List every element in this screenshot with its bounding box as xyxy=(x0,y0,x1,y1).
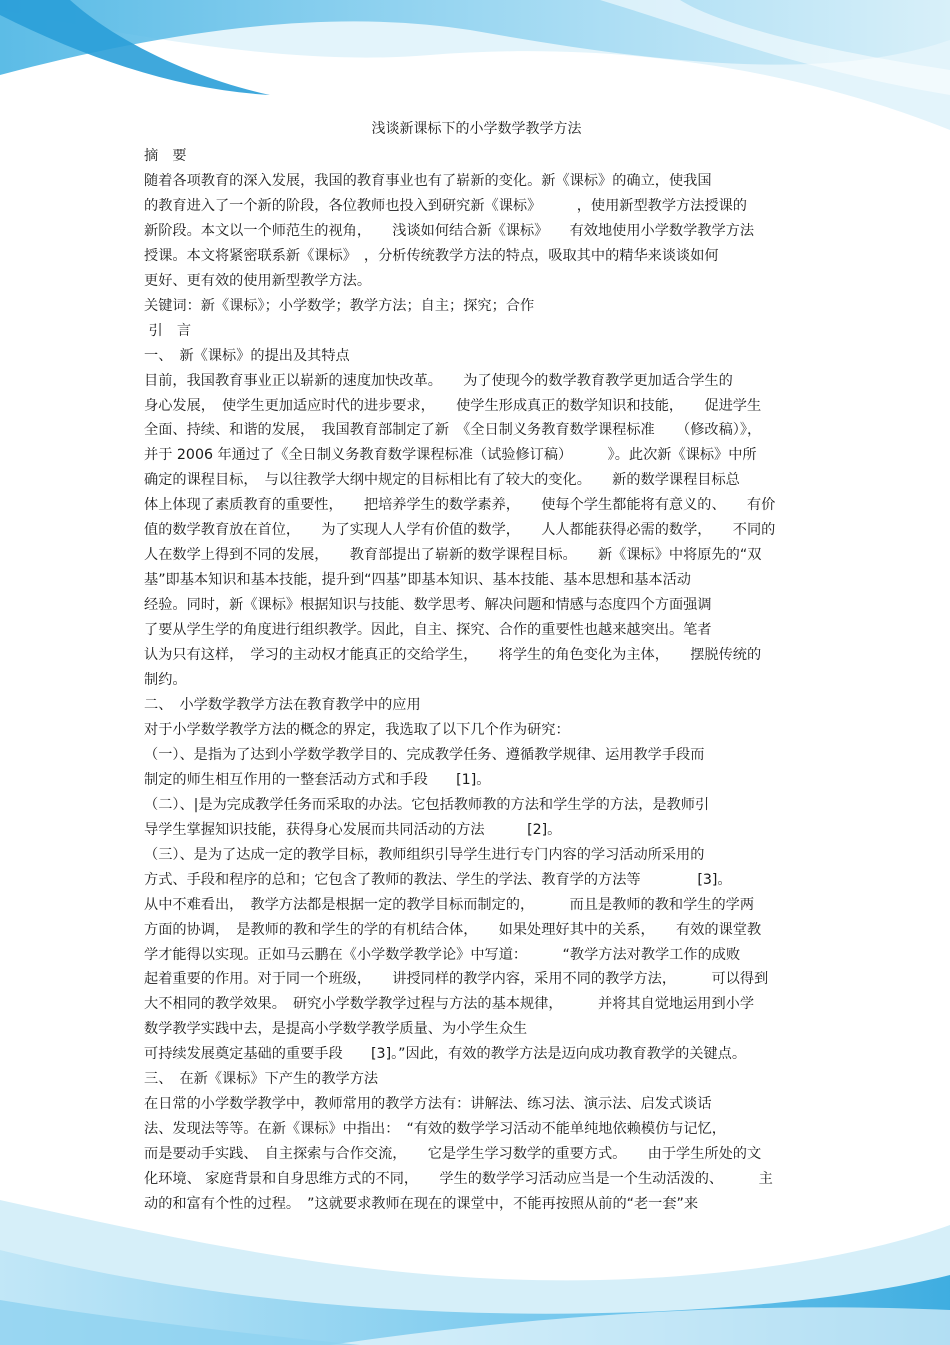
text-line: 法、发现法等等。在新《课标》中指出： “有效的数学学习活动不能单纯地依赖模仿与记忆， xyxy=(144,1121,726,1138)
text-line: 摘 要 xyxy=(144,148,187,164)
document-body xyxy=(144,118,809,1217)
text-line: 全面、持续、和谐的发展， 我国教育部制定了新 《全日制义务教育数学课程标准 （修改稿）》， xyxy=(144,422,762,439)
text-line: 制定的师生相互作用的一整套活动方式和手段 [1]。 xyxy=(144,771,491,788)
text-line: 一、 新《课标》的提出及其特点 xyxy=(144,347,350,364)
text-line: 关键词：新《课标》；小学数学；教学方法；自主；探究；合作 xyxy=(144,297,535,314)
text-line: 化环境、 家庭背景和自身思维方式的不同， 学生的数学学习活动应当是一个生动活泼的、 主 xyxy=(144,1171,773,1188)
text-line: 导学生掌握知识技能，获得身心发展而共同活动的方法 [2]。 xyxy=(144,821,562,838)
text-line: 可持续发展奠定基础的重要手段 [3]。”因此，有效的教学方法是迈向成功教育教学的关键点。 xyxy=(144,1046,747,1063)
text-line: 人在数学上得到不同的发展， 教育部提出了崭新的数学课程目标。 新《课标》中将原先的“双 xyxy=(144,547,762,564)
text-line: 方面的协调， 是教师的教和学生的学的有机结合体， 如果处理好其中的关系， 有效的课堂教 xyxy=(144,921,762,938)
text-line: 确定的课程目标， 与以往教学大纲中规定的目标相比有了较大的变化。 新的数学课程目标总 xyxy=(144,472,740,489)
text-line: 学才能得以实现。正如马云鹏在《小学数学教学论》中写道： “教学方法对教学工作的成败 xyxy=(144,946,741,963)
text-line: （二）、|是为完成教学任务而采取的办法。它包括教师教的方法和学生学的方法，是教师引 xyxy=(144,796,710,813)
text-line: 大不相同的教学效果。 研究小学数学教学过程与方法的基本规律， 并将其自觉地运用到小学 xyxy=(144,996,755,1013)
text-line: 目前，我国教育事业正以崭新的速度加快改革。 为了使现今的数学教育教学更加适合学生的 xyxy=(144,372,733,389)
text-line: 方式、手段和程序的总和；它包含了教师的教法、学生的学法、教育学的方法等 [3]。 xyxy=(144,871,732,888)
text-line: 新阶段。本文以一个师范生的视角， 浅谈如何结合新《课标》 有效地使用小学数学教学方法 xyxy=(144,222,755,239)
text-line: （三）、是为了达成一定的教学目标，教师组织引导学生进行专门内容的学习活动所采用的 xyxy=(144,846,705,863)
text-line: 更好、更有效的使用新型教学方法。 xyxy=(144,272,372,289)
text-line: 经验。同时，新《课标》根据知识与技能、数学思考、解决问题和情感与态度四个方面强调 xyxy=(144,597,712,614)
text-line: 并于 2006 年通过了《全日制义务教育数学课程标准（试验修订稿） 》。此次新《课标》中所 xyxy=(144,447,757,464)
document-text xyxy=(144,144,809,1217)
text-line: 动的和富有个性的过程。 ”这就要求教师在现在的课堂中，不能再按照从前的“老一套”来 xyxy=(144,1196,699,1213)
text-line: 二、 小学数学教学方法在教育教学中的应用 xyxy=(144,696,421,713)
text-line: 身心发展， 使学生更加适应时代的进步要求， 使学生形成真正的数学知识和技能， 促进学生 xyxy=(144,397,762,414)
text-line: 值的数学教育放在首位， 为了实现人人学有价值的数学， 人人都能获得必需的数学， 不同的 xyxy=(144,522,776,539)
text-line: 从中不难看出， 教学方法都是根据一定的教学目标而制定的， 而且是教师的教和学生的学两 xyxy=(144,896,755,913)
document-title: 浅谈新课标下的小学数学教学方法 xyxy=(371,121,582,137)
text-line: 随着各项教育的深入发展，我国的教育事业也有了崭新的变化。新《课标》的确立，使我国 xyxy=(144,172,712,189)
text-line: 制约。 xyxy=(144,672,187,689)
text-line: 基”即基本知识和基本技能，提升到“四基”即基本知识、基本技能、基本思想和基本活动 xyxy=(144,572,691,589)
text-line: （一）、是指为了达到小学数学教学目的、完成教学任务、遵循教学规律、运用教学手段而 xyxy=(144,746,705,763)
text-line: 了要从学生学的角度进行组织教学。因此，自主、探究、合作的重要性也越来越突出。笔者 xyxy=(144,622,712,639)
text-line: 数学教学实践中去，是提高小学数学教学质量、为小学生众生 xyxy=(144,1021,528,1038)
text-line: 授课。本文将紧密联系新《课标》 ，分析传统教学方法的特点，吸取其中的精华来谈谈如何 xyxy=(144,247,719,264)
text-line: 在日常的小学数学教学中，教师常用的教学方法有：讲解法、练习法、演示法、启发式谈话 xyxy=(144,1096,712,1113)
text-line: 起着重要的作用。对于同一个班级， 讲授同样的教学内容，采用不同的教学方法， 可以得到 xyxy=(144,971,769,988)
text-line: 体上体现了素质教育的重要性， 把培养学生的数学素养， 使每个学生都能将有意义的、 有价 xyxy=(144,497,776,514)
text-line: 认为只有这样， 学习的主动权才能真正的交给学生， 将学生的角色变化为主体， 摆脱传统的 xyxy=(144,647,762,664)
text-line: 三、 在新《课标》下产生的教学方法 xyxy=(144,1071,379,1088)
text-line: 而是要动手实践、 自主探索与合作交流， 它是学生学习数学的重要方式。 由于学生所处的文 xyxy=(144,1146,762,1163)
text-line: 对于小学数学教学方法的概念的界定，我选取了以下几个作为研究： xyxy=(144,721,570,738)
text-line: 引 言 xyxy=(144,322,192,339)
text-line: 的教育进入了一个新的阶段，各位教师也投入到研究新《课标》 ，使用新型教学方法授课的 xyxy=(144,197,747,214)
